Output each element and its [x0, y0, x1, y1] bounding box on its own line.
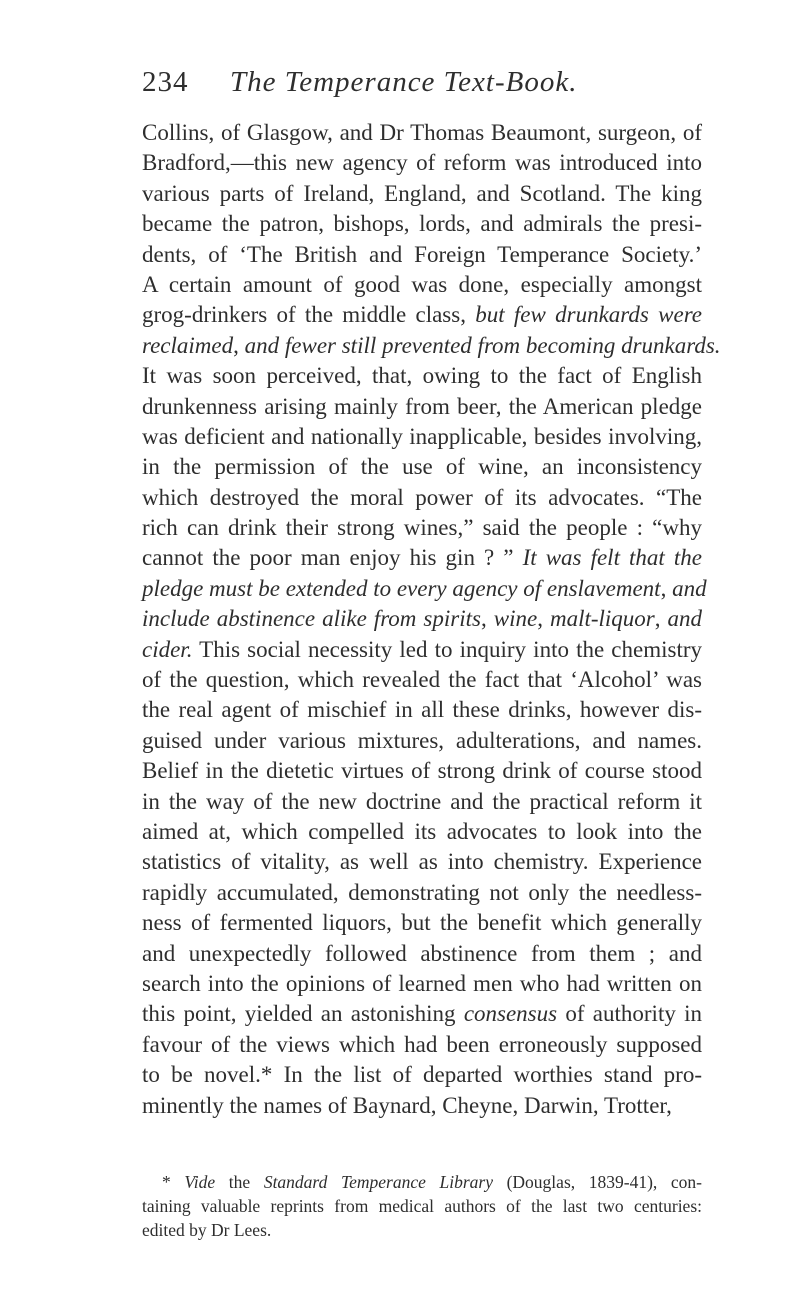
text-line: [142, 1091, 702, 1121]
italic-text: cider.: [142, 636, 193, 662]
italic-text: malt-liquor: [549, 606, 655, 632]
text-run: guised under various mixtures, adulterations, and names.: [142, 727, 702, 753]
text-line: [142, 726, 702, 756]
text-line: [142, 847, 702, 877]
text-line: [142, 969, 702, 999]
text-line: [142, 543, 702, 573]
text-run: in the way of the new doctrine and the practical reform it: [142, 788, 702, 814]
text-run: ness of fermented liquors, but the benefit which generally: [142, 910, 702, 936]
text-line: [142, 665, 702, 695]
text-run: search into the opinions of learned men who had written on: [142, 970, 702, 996]
body-text: [142, 118, 721, 1121]
text-line: [142, 118, 702, 148]
text-run: cannot the poor man enjoy his gin ? ”: [142, 545, 523, 571]
text-run: aimed at, which compelled its advocates to look into the: [142, 818, 702, 844]
text-run: It was soon perceived, that, owing to the fact of English: [142, 363, 702, 389]
text-line: [142, 787, 702, 817]
text-run: ,: [654, 606, 668, 632]
text-run: *: [162, 1172, 185, 1192]
text-line: [142, 604, 702, 634]
text-run: which destroyed the moral power of its advocates. “The: [142, 484, 702, 510]
italic-text: include abstinence alike from spirits: [142, 606, 481, 632]
text-run: Bradford,—this new agency of reform was introduced into: [142, 150, 702, 176]
text-line: [142, 300, 702, 330]
text-run: favour of the views which had been erroneously supposed: [142, 1031, 702, 1057]
text-run: A certain amount of good was done, especially amongst: [142, 271, 702, 297]
text-line: [142, 452, 702, 482]
footnote: [142, 1170, 702, 1242]
text-run: ,: [660, 575, 673, 601]
text-run: to be novel.* In the list of departed worthies stand pro-: [142, 1062, 702, 1088]
text-run: and unexpectedly followed abstinence from them ; and: [142, 940, 702, 966]
text-line: [142, 908, 702, 938]
text-run: this point, yielded an astonishing: [142, 1001, 464, 1027]
italic-text: It was felt that the: [522, 545, 702, 571]
text-run: (Douglas, 1839-41), con-: [492, 1172, 703, 1192]
text-run: was deficient and nationally inapplicable, besides involving,: [142, 423, 702, 449]
text-line: [142, 483, 702, 513]
text-run: in the permission of the use of wine, an inconsistency: [142, 454, 702, 480]
italic-text: but few drunkards were: [475, 302, 702, 328]
text-run: rich can drink their strong wines,” said the people : “why: [142, 515, 702, 541]
page-number: 234: [142, 66, 189, 98]
text-line: [142, 939, 702, 969]
text-line: [142, 878, 702, 908]
text-run: minently the names of Baynard, Cheyne, Darwin, Trotter,: [142, 1092, 672, 1118]
text-run: ,: [233, 332, 245, 358]
text-run: edited by Dr Lees.: [142, 1220, 272, 1240]
italic-text: reclaimed: [142, 332, 234, 358]
text-line: [142, 331, 721, 361]
footnote-line: [142, 1194, 702, 1218]
italic-text: consensus: [463, 1001, 558, 1027]
text-run: of the question, which revealed the fact that ‘Alcohol’ was: [142, 667, 702, 693]
italic-text: pledge must be extended to every agency of enslavement: [142, 575, 661, 601]
text-run: Belief in the dietetic virtues of strong drink of course stood: [142, 758, 702, 784]
text-line: [142, 270, 702, 300]
footnote-line: [142, 1218, 702, 1242]
italic-text: and: [667, 606, 703, 632]
text-run: ,: [480, 606, 494, 632]
text-run: drunkenness arising mainly from beer, the American pledge: [142, 393, 702, 419]
text-line: [142, 179, 702, 209]
text-line: [142, 1060, 702, 1090]
italic-text: Standard Temperance Library: [263, 1172, 493, 1192]
text-run: Collins, of Glasgow, and Dr Thomas Beaumont, surgeon, of: [142, 120, 702, 145]
text-line: [142, 574, 707, 604]
text-run: the real agent of mischief in all these drinks, however dis-: [142, 697, 702, 723]
text-run: became the patron, bishops, lords, and admirals the presi-: [142, 211, 702, 237]
text-run: dents, of ‘The British and Foreign Temperance Society.’: [142, 241, 702, 267]
text-run: taining valuable reprints from medical authors of the last two centuries:: [142, 1196, 702, 1216]
footnote-line: [142, 1170, 702, 1194]
page-header: [142, 66, 702, 106]
text-line: [142, 817, 702, 847]
text-line: [142, 999, 702, 1029]
text-line: [142, 695, 702, 725]
text-run: of authority in: [557, 1001, 702, 1027]
text-line: [142, 392, 702, 422]
italic-text: wine: [493, 606, 538, 632]
text-run: This social necessity led to inquiry into the chemistry: [192, 636, 702, 662]
text-run: ,: [537, 606, 550, 632]
text-line: [142, 240, 702, 270]
text-line: [142, 635, 702, 665]
text-line: [142, 1030, 702, 1060]
italic-text: and: [672, 575, 707, 601]
text-run: rapidly accumulated, demonstrating not only the needless-: [142, 879, 702, 905]
italic-text: and fewer still prevented from becoming drunkards.: [244, 332, 721, 358]
text-run: grog-drinkers of the middle class,: [142, 302, 476, 328]
text-line: [142, 756, 702, 786]
text-line: [142, 513, 702, 543]
text-line: [142, 422, 702, 452]
text-line: [142, 148, 702, 178]
text-line: [142, 361, 702, 391]
text-run: the: [215, 1172, 264, 1192]
italic-text: Vide: [184, 1172, 216, 1192]
text-run: various parts of Ireland, England, and Scotland. The king: [142, 180, 702, 206]
text-line: [142, 209, 702, 239]
text-run: statistics of vitality, as well as into chemistry. Experience: [142, 849, 702, 875]
running-title: The Temperance Text-Book.: [230, 66, 578, 98]
